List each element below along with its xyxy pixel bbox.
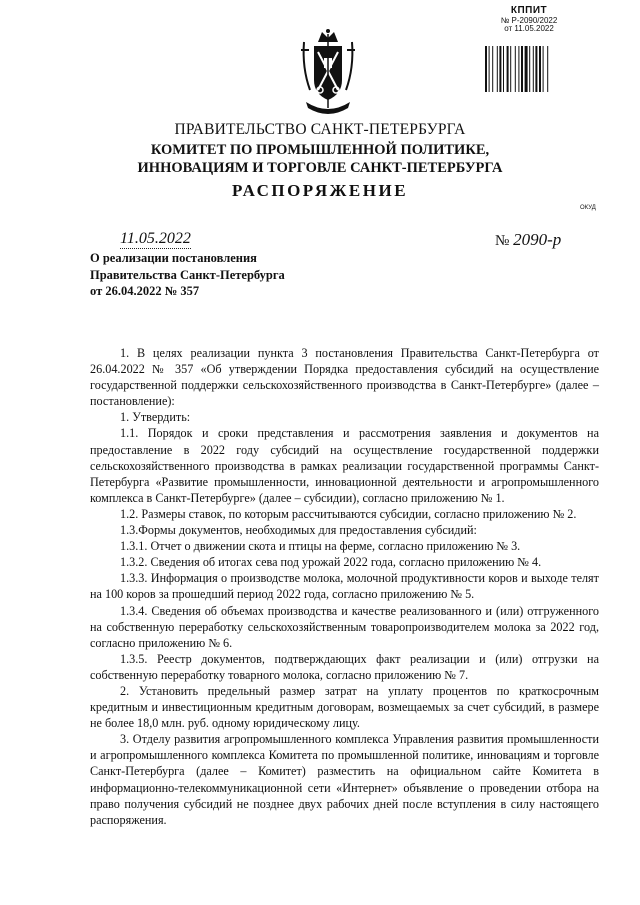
document-subject xyxy=(90,250,285,300)
paragraph: 1.1. Порядок и сроки представления и рассмотрения заявления и документов на предоставление в 2022 году субсидий на осуществление государственной поддержки сельскохозяйственного производства в рамках реализации государственной программы Санкт-Петербурга «Развитие промышленности, инновационной деятельности и агропромышленного комплекса в Санкт-Петербурге» (далее – субсидии), согласно приложению № 1. xyxy=(90,426,599,505)
paragraph: 1. Утвердить: xyxy=(120,410,191,425)
committee-title-line2: ИННОВАЦИЯМ И ТОРГОВЛЕ САНКТ-ПЕТЕРБУРГА xyxy=(137,160,503,176)
subject-line3: от 26.04.2022 № 357 xyxy=(90,284,200,298)
paragraph: 1.3.2. Сведения об итогах сева под урожай 2022 года, согласно приложению № 4. xyxy=(120,555,542,570)
number-prefix: № xyxy=(495,233,510,249)
barcode-bar xyxy=(510,46,511,92)
barcode-bar xyxy=(525,46,528,92)
barcode-bar xyxy=(492,46,493,92)
number-handwritten: 2090-р xyxy=(513,230,562,249)
barcode-bar xyxy=(547,46,548,92)
barcode-bar xyxy=(507,46,509,92)
committee-title-line1: КОМИТЕТ ПО ПРОМЫШЛЕННОЙ ПОЛИТИКЕ, xyxy=(150,142,490,158)
order-number xyxy=(495,230,561,250)
barcode-bar xyxy=(515,46,516,92)
barcode-bar xyxy=(539,46,541,92)
barcode-bar xyxy=(535,46,537,92)
barcode-bar xyxy=(529,46,530,92)
barcode-bar xyxy=(543,46,544,92)
registration-stamp xyxy=(492,6,566,33)
barcode-bar xyxy=(521,46,523,92)
barcode-bar xyxy=(485,46,487,92)
subject-line2: Правительства Санкт-Петербурга xyxy=(90,267,285,282)
stamp-number: № Р-2090/2022 xyxy=(500,15,558,25)
barcode-bar xyxy=(499,46,501,92)
paragraph: 3. Отделу развития агропромышленного комплекса Управления развития промышленности и агропромышленного комплекса Комитета по промышленной политике, инновациям и торговле Санкт-Петербурга (далее – Комитет) разместить на официальном сайте Комитета в информационно-телекоммуникационной сети «Интернет» объявление о проведении отбора на право получения субсидий не позднее двух рабочих дней после вступления в силу настоящего распоряжения. xyxy=(90,732,599,827)
okud-label: ОКУД xyxy=(580,205,596,211)
barcode-bar xyxy=(518,46,519,92)
stamp-date: от 11.05.2022 xyxy=(504,23,554,33)
stamp-code: КППИТ xyxy=(510,5,548,16)
paragraph: 1.3.3. Информация о производстве молока, молочной продуктивности коров и выходе телят на 100 коров за прошедший период 2022 года, согласно приложению № 5. xyxy=(90,571,599,602)
paragraph: 1.2. Размеры ставок, по которым рассчитываются субсидии, согласно приложению № 2. xyxy=(120,506,577,521)
document-type: РАСПОРЯЖЕНИЕ xyxy=(231,181,409,200)
paragraph: 2. Установить предельный размер затрат на уплату процентов по краткосрочным кредитным и инвестиционным кредитным договорам, возмещаемых за счет субсидий, в размере не более 18,0 млн. руб. одному юридическому лицу. xyxy=(90,683,599,731)
subject-line1: О реализации постановления xyxy=(90,251,257,265)
paragraph: 1.3.1. Отчет о движении скота и птицы на ферме, согласно приложению № 3. xyxy=(120,539,521,554)
government-title: ПРАВИТЕЛЬСТВО САНКТ-ПЕТЕРБУРГА xyxy=(174,121,466,138)
document-body xyxy=(90,345,599,828)
barcode-bar xyxy=(489,46,490,92)
paragraph: 1.3.4. Сведения об объемах производства и качестве реализованного и (или) отгруженного на собственную переработку сельскохозяйственным товаропроизводителем молока за 2022 год, согласно приложению № 6. xyxy=(90,603,599,650)
order-date: 11.05.2022 xyxy=(120,230,191,247)
barcode-icon xyxy=(485,46,565,92)
barcode-bar xyxy=(497,46,498,92)
paragraph: 1.3.Формы документов, необходимых для предоставления субсидий: xyxy=(120,523,477,538)
paragraph: 1.3.5. Реестр документов, подтверждающих факт реализации и (или) отгрузки на собственную переработку товарного молока, согласно приложению № 7. xyxy=(90,651,599,682)
coat-of-arms-icon xyxy=(298,28,358,120)
barcode-bar xyxy=(503,46,504,92)
paragraph: 1. В целях реализации пункта 3 постановления Правительства Санкт-Петербурга от 26.04.2022 № 357 «Об утверждении Порядка предоставления субсидий на осуществление государственной поддержки сельскохозяйственного производства в Санкт-Петербурге» (далее – постановление): xyxy=(90,346,599,409)
barcode-bar xyxy=(533,46,534,92)
committee-title xyxy=(0,141,640,177)
